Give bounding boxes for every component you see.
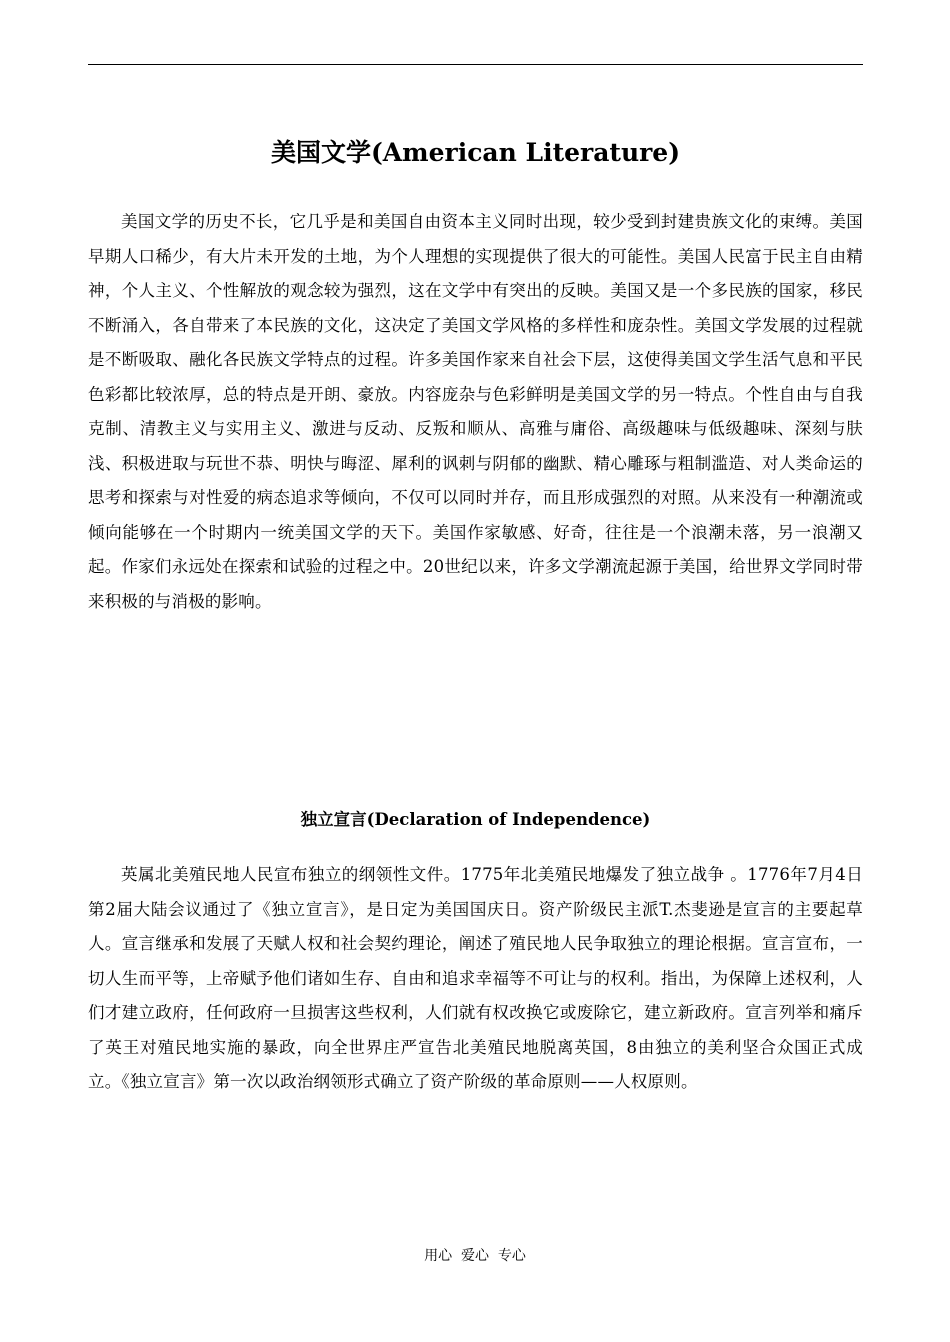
page-footer: 用心 爱心 专心 (424, 1248, 526, 1264)
declaration-paragraph: 英属北美殖民地人民宣布独立的纲领性文件。1775年北美殖民地爆发了独立战争 。1776年7月4日第2届大陆会议通过了《独立宣言》，是日定为美国国庆日。资产阶级民主派T.杰斐逊是宣言的主要起草人。宣言继承和发展了天赋人权和社会契约理论，阐述了殖民地人民争取独立的理论根据。宣言宣布，一切人生而平等，上帝赋予他们诸如生存、自由和追求幸福等不可让与的权利。指出，为保障上述权利，人们才建立政府，任何政府一旦损害这些权利，人们就有权改换它或废除它，建立新政府。宣言列举和痛斥了英王对殖民地实施的暴政，向全世界庄严宣告北美殖民地脱离英国，8由独立的美利坚合众国正式成立。《独立宣言》第一次以政治纲领形式确立了资产阶级的革命原则——人权原则。 (88, 865, 863, 1091)
header-rule (88, 64, 863, 65)
page-title: 美国文学(American Literature) (270, 138, 681, 167)
intro-paragraph: 美国文学的历史不长，它几乎是和美国自由资本主义同时出现，较少受到封建贵族文化的束缚。美国早期人口稀少，有大片未开发的土地，为个人理想的实现提供了很大的可能性。美国人民富于民主自由精神，个人主义、个性解放的观念较为强烈，这在文学中有突出的反映。美国又是一个多民族的国家，移民不断涌入，各自带来了本民族的文化，这决定了美国文学风格的多样性和庞杂性。美国文学发展的过程就是不断吸取、融化各民族文学特点的过程。许多美国作家来自社会下层，这使得美国文学生活气息和平民色彩都比较浓厚，总的特点是开朗、豪放。内容庞杂与色彩鲜明是美国文学的另一特点。个性自由与自我克制、清教主义与实用主义、激进与反动、反叛和顺从、高雅与庸俗、高级趣味与低级趣味、深刻与肤浅、积极进取与玩世不恭、明快与晦涩、犀利的讽刺与阴郁的幽默、精心雕琢与粗制滥造、对人类命运的思考和探索与对性爱的病态追求等倾向，不仅可以同时并存，而且形成强烈的对照。从来没有一种潮流或倾向能够在一个时期内一统美国文学的天下。美国作家敏感、好奇，往往是一个浪潮未落，另一浪潮又起。作家们永远处在探索和试验的过程之中。20世纪以来，许多文学潮流起源于美国，给世界文学同时带来积极的与消极的影响。 (88, 212, 863, 611)
section-heading: 独立宣言(Declaration of Independence) (300, 810, 651, 829)
